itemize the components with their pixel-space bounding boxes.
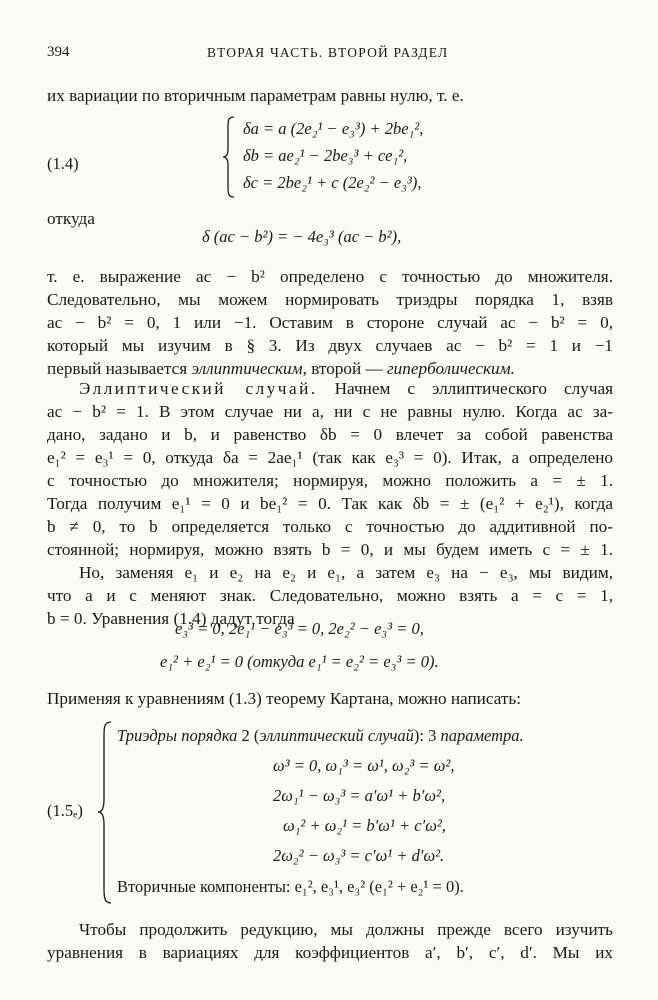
text-line: с точностью до множителя; нормируя, можно положить a = ± 1. [47,471,613,490]
text-line: Применяя к уравнениям (1.3) теорему Картана, можно написать: [47,689,521,708]
text-line: ac − b² = 1. В этом случае ни a, ни c не равны нулю. Когда ac за- [47,402,613,421]
text-line: стоянной; нормируя, можно взять b = 0, и мы будем иметь c = ± 1. [47,540,613,559]
equation-line: ω₁² + ω₂¹ = b′ω¹ + c′ω², [283,816,446,835]
equation-number: (1.5ₑ) [47,801,83,820]
text-run: , второй — [302,359,387,378]
equation-line: e₁² + e₂¹ = 0 (откуда e₁¹ = e₂² = e₃³ = 0). [160,652,439,671]
text-line: уравнения в вариациях для коэффициентов a′, b′, c′, d′. Мы их [47,943,613,962]
text-line: ac − b² = 0, 1 или −1. Оставим в стороне случай ac − b² = 0, [47,313,613,332]
equation-number: (1.4) [47,154,79,173]
text-line: что a и c меняют знак. Следовательно, можно взять a = c = 1, [47,586,613,605]
italic-term: эллиптический случай [259,726,414,745]
equation-line: ω³ = 0, ω₁³ = ω¹, ω₂³ = ω², [273,756,455,775]
text-line: b = 0. Уравнения (1.4) дадут тогда [47,609,295,628]
text-line: Чтобы продолжить редукцию, мы должны прежде всего изучить [79,920,613,939]
page-number: 394 [47,44,70,60]
italic-term: Триэдры порядка [117,726,238,745]
text-line: который мы изучим в § 3. Из двух случаев ac − b² = 1 и −1 [47,336,613,355]
text-line: т. е. выражение ac − b² определено с точностью до множителя. [47,267,613,286]
text-run: ): 3 [413,726,441,745]
left-brace-icon [222,115,236,199]
text-run: Начнем с эллиптического случая [317,379,613,398]
text-line: Следовательно, мы можем нормировать триэдры порядка 1, взяв [47,290,613,309]
text-run: первый называется [47,359,192,378]
equation-line: 2ω₁¹ − ω₃³ = a′ω¹ + b′ω², [273,786,446,805]
running-title: ВТОРАЯ ЧАСТЬ. ВТОРОЙ РАЗДЕЛ [207,45,449,60]
text-line: b ≠ 0, то b определяется только с точностью до аддитивной по- [47,517,613,536]
text-line: откуда [47,209,95,228]
text-line: их вариации по вторичным параметрам равны нулю, т. е. [47,86,464,105]
text-line [79,377,613,400]
left-brace-icon [97,720,113,905]
equation-line: δ (ac − b²) = − 4e₃³ (ac − b²), [202,227,402,246]
italic-term: эллиптическим [191,359,303,378]
text-line: дано, задано и b, и равенство δb = 0 влечет за собой равенства [47,425,613,444]
section-heading: Эллиптический случай. [79,379,318,398]
equation-line: δa = a (2e₂¹ − e₃³) + 2be₁², [243,119,424,138]
equation-title [117,726,524,746]
equation-line: Вторичные компоненты: e₁², e₃¹, e₃² (e₁² + e₂¹ = 0). [117,877,464,896]
equation-line: δc = 2be₂¹ + c (2e₂² − e₃³), [243,173,422,192]
equation-line: e₃³ = 0, 2e₁¹ − e₃³ = 0, 2e₂² − e₃³ = 0, [175,619,424,638]
text-line: Но, заменяя e₁ и e₂ на e₂ и e₁, а затем e₃ на − e₃, мы видим, [79,563,613,582]
italic-term: гиперболическим. [386,359,515,378]
text-run: 2 ( [237,726,260,745]
text-line: e₁² = e₃¹ = 0, откуда δa = 2ae₁¹ (так как e₃³ = 0). Итак, a определено [47,448,613,467]
italic-term: параметра. [440,726,524,745]
text-line: Тогда получим e₁¹ = 0 и be₁² = 0. Так как δb = ± (e₁² + e₂¹), когда [47,494,613,513]
equation-line: 2ω₂² − ω₃³ = c′ω¹ + d′ω². [273,846,445,865]
equation-line: δb = ae₂¹ − 2be₃³ + ce₁², [243,146,408,165]
